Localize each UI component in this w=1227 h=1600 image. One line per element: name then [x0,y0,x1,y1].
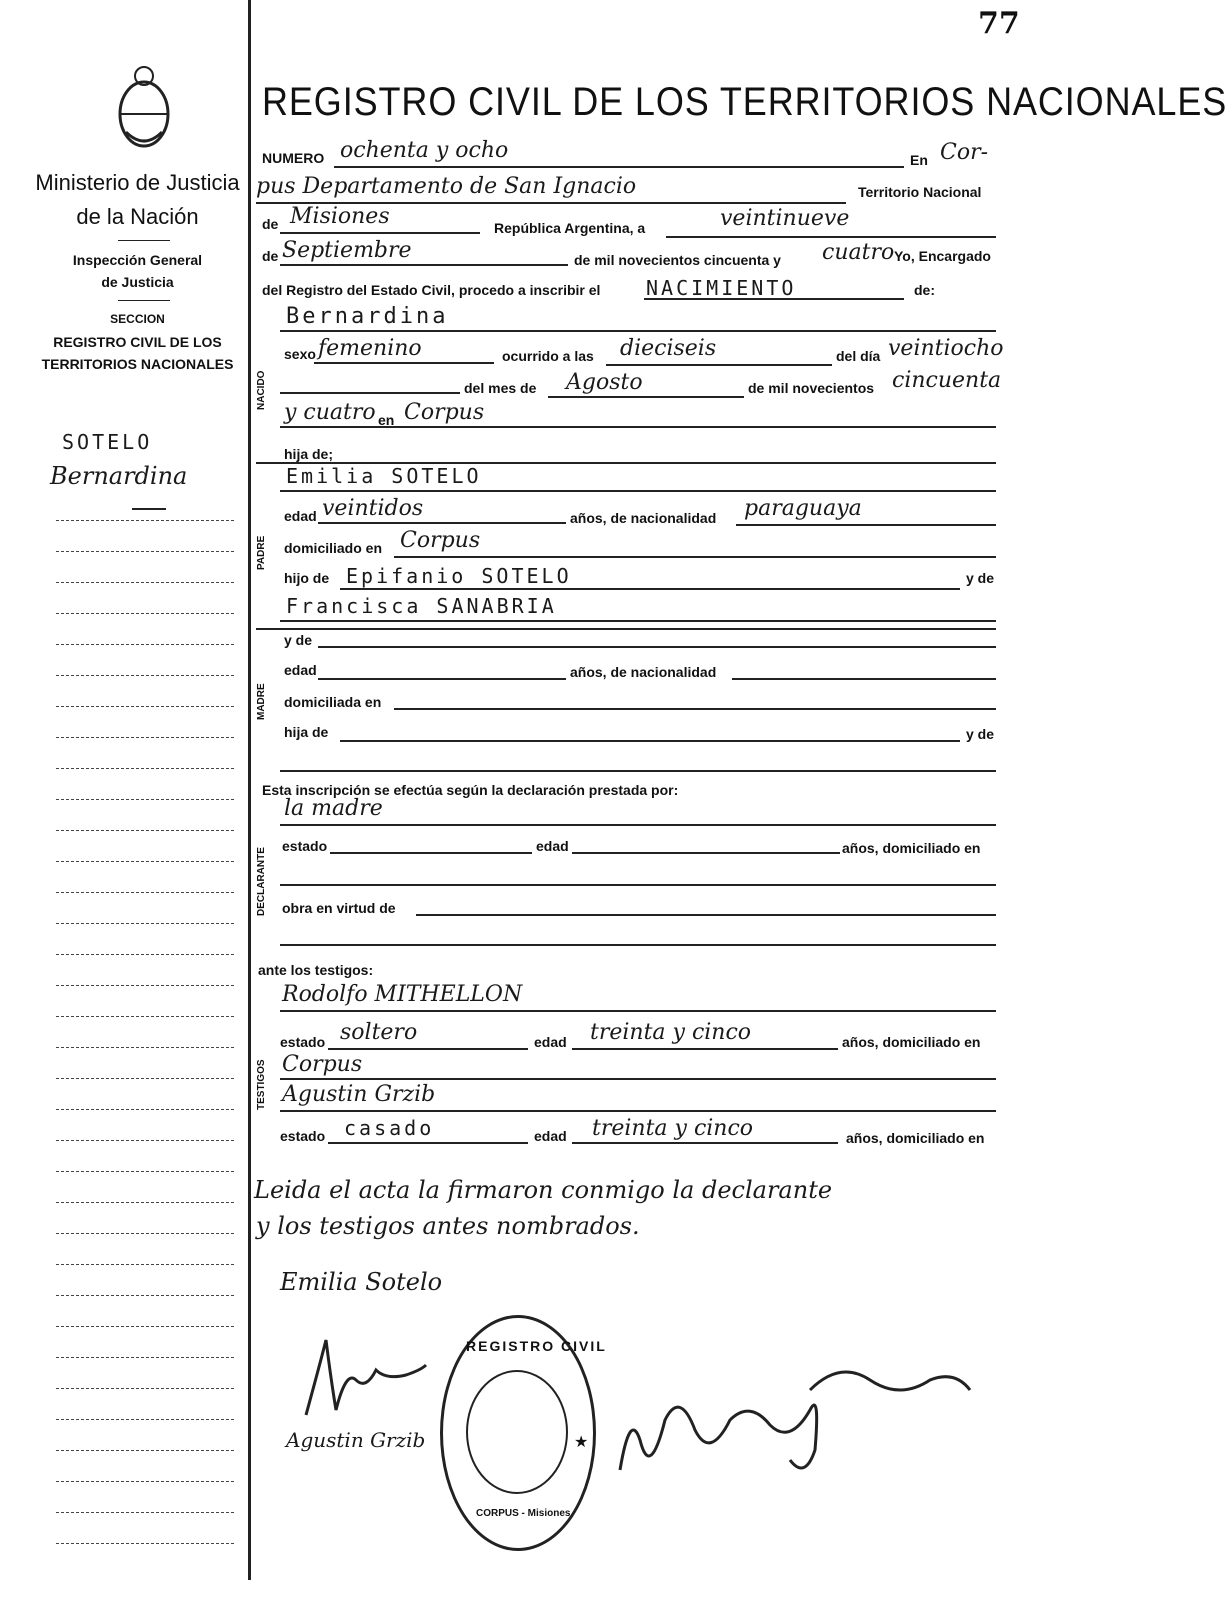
testigo2-edad-line [572,1142,838,1144]
section-line2: TERRITORIOS NACIONALES [41,356,234,372]
anos-nac2-label: años, de nacionalidad [570,664,717,680]
margin-ruled-line [56,1047,234,1048]
margin-ruled-line [56,1357,234,1358]
testigo1-nombre-line [280,1010,996,1012]
margin-ruled-line [56,954,234,955]
margin-ruled-line [56,1543,234,1544]
madre-madre-line [280,770,996,772]
margin-ruled-line [56,1078,234,1079]
margin-ruled-line [56,520,234,521]
padre-padre-line [340,588,960,590]
nombre-value: Bernardina [286,304,449,329]
margin-ruled-line [56,1388,234,1389]
delmes-label: del mes de [464,380,537,396]
margin-ruled-line [56,1109,234,1110]
lugar-line [280,426,996,428]
mes-nac-value: Agosto [566,370,643,395]
page-number: 77 [978,6,1020,41]
testigo2-nombre-line [280,1110,996,1112]
seal-top-text: REGISTRO CIVIL [466,1338,607,1354]
territorio-line [280,232,480,234]
testigo2-nombre-value: Agustin Grzib [282,1082,436,1107]
margin-ruled-line [56,861,234,862]
nacido-line [280,392,460,394]
registro-label: del Registro del Estado Civil, procedo a inscribir el [262,282,601,298]
testigos-label: ante los testigos: [258,962,374,978]
de2-label: de [262,248,279,264]
testigo1-edad-value: treinta y cinco [590,1020,752,1045]
block-separator [256,628,996,630]
edad3-label: edad [536,838,569,854]
given-name-value: Bernardina [50,462,188,490]
coat-of-arms-icon [112,62,176,152]
numero-label: NUMERO [262,150,325,166]
madre-dom-line [394,708,996,710]
padre-nombre-value: Emilia SOTELO [286,464,482,488]
anio-value: cuatro [822,240,895,265]
domiciliada-label: domiciliada en [284,694,382,710]
hora-line [606,364,832,366]
testigo2-estado-value: casado [344,1116,435,1140]
domiciliado-label: domiciliado en [284,540,383,556]
inspection-line2: de Justicia [101,274,174,290]
padre-dom-value: Corpus [400,528,481,553]
republica-label: República Argentina, a [494,220,646,236]
divider [118,240,170,241]
hijo-de-label: hijo de [284,570,330,586]
nombre-line [280,330,996,332]
territorio-label: Territorio Nacional [858,184,982,200]
star-icon: ★ [574,1434,589,1451]
seal-emblem [466,1370,568,1494]
margin-ruled-line [56,923,234,924]
testigo1-estado-value: soltero [340,1020,418,1045]
edad4-label: edad [534,1034,567,1050]
numero-line [334,166,904,168]
yde-label: y de [966,570,995,586]
margin-ruled-line [56,1016,234,1017]
margin-ruled-line [56,706,234,707]
place-value: pus Departamento de San Ignacio [256,174,637,199]
margin-ruled-line [56,1140,234,1141]
padre-dom-line [394,556,996,558]
closing-line2: y los testigos antes nombrados. [256,1212,640,1240]
mil-label: de mil novecientos cincuenta y [574,252,781,268]
yde2-label: y de [284,632,313,648]
margin-ruled-line [56,1450,234,1451]
de-label: de [262,216,279,232]
testigo1-edad-line [572,1048,838,1050]
madre-padre-line [340,740,960,742]
margin-ruled-line [56,1481,234,1482]
sexo-label: sexo [284,346,316,362]
section-label: SECCION [110,312,165,326]
obra-line [416,914,996,916]
declarante-estado-line [330,852,532,854]
testigo1-nombre-value: Rodolfo MITHELLON [282,982,523,1007]
anos-dom-label: años, domiciliado en [842,840,981,856]
padre-madre-line [280,620,996,622]
testigo1-dom-line [280,1078,996,1080]
declarante-side-label: DECLARANTE [256,847,267,916]
section-line1: REGISTRO CIVIL DE LOS [53,334,222,350]
ocurrido-label: ocurrido a las [502,348,594,364]
anos-dom2-label: años, domiciliado en [842,1034,981,1050]
de3-label: de: [914,282,935,298]
margin-ruled-line [56,1326,234,1327]
firma-declarante: Emilia Sotelo [280,1268,443,1296]
testigo2-edad-value: treinta y cinco [592,1116,754,1141]
deldia-label: del día [836,348,881,364]
hora-value: dieciseis [620,336,717,361]
dia-line [666,236,996,238]
divider [118,300,170,301]
territorio-value: Misiones [290,204,390,229]
edad-label: edad [284,508,317,524]
short-dash [132,508,166,510]
en-value: Cor- [940,140,989,165]
margin-ruled-line [56,892,234,893]
signature-icon [610,1350,980,1490]
padre-edad-value: veintidos [322,496,424,521]
margin-ruled-line [56,582,234,583]
yde3-label: y de [966,726,995,742]
acto-value: NACIMIENTO [646,276,797,300]
declarante-line [280,824,996,826]
signature-icon [296,1320,436,1430]
acto-line [644,298,904,300]
margin-ruled-line [56,675,234,676]
anio-nac-value: cincuenta [892,368,1002,393]
margin-ruled-line [56,1171,234,1172]
surname-value: SOTELO [62,430,153,454]
mes-nac-line [548,396,744,398]
dia-nac-value: veintiocho [888,336,1004,361]
padre-nac-line [736,524,996,526]
edad2-label: edad [284,662,317,678]
yo-label: Yo, Encargado [894,248,991,264]
madre-side-label: MADRE [256,683,267,720]
obra-line-2 [280,944,996,946]
padre-madre-value: Francisca SANABRIA [286,594,557,618]
obra-label: obra en virtud de [282,900,396,916]
ministry-line2: de la Nación [76,204,199,229]
mil2-label: de mil novecientos [748,380,875,396]
padre-nac-value: paraguaya [744,496,862,521]
lugar-value: Corpus [404,400,485,425]
testigo1-estado-line [328,1048,528,1050]
nacido-side-label: NACIDO [256,370,267,410]
madre-nombre-line [318,646,996,648]
en2-label: en [378,412,395,428]
estado-label: estado [282,838,328,854]
en-label: En [910,152,928,168]
margin-ruled-line [56,1295,234,1296]
estado2-label: estado [280,1034,326,1050]
padre-side-label: PADRE [256,535,267,570]
margin-ruled-line [56,1264,234,1265]
closing-line1: Leida el acta la firmaron conmigo la declarante [254,1176,833,1204]
dia-value: veintinueve [720,206,850,231]
declarante-edad-line [572,852,840,854]
margin-ruled-line [56,737,234,738]
margin-ruled-line [56,1233,234,1234]
testigos-side-label: TESTIGOS [256,1059,267,1110]
margin-ruled-line [56,551,234,552]
testigo1-dom-value: Corpus [282,1052,363,1077]
mes-value: Septiembre [282,238,412,263]
edad5-label: edad [534,1128,567,1144]
column-divider [248,0,251,1580]
margin-ruled-line [56,613,234,614]
page-title: REGISTRO CIVIL DE LOS TERRITORIOS NACIONALES [262,80,1227,124]
padre-nombre-line [280,490,996,492]
margin-ruled-line [56,1202,234,1203]
hija-label: hija de; [284,446,334,462]
margin-ruled-line [56,768,234,769]
padre-edad-line [318,522,566,524]
seal-bottom-text: CORPUS - Misiones [476,1508,571,1519]
declarante-dom-line [280,884,996,886]
padre-padre-value: Epifanio SOTELO [346,564,572,588]
numero-value: ochenta y ocho [340,138,509,163]
margin-ruled-line [56,985,234,986]
hija-de-label: hija de [284,724,329,740]
mes-line [280,264,568,266]
margin-ruled-line [56,1512,234,1513]
anos-nac-label: años, de nacionalidad [570,510,717,526]
declaracion-label: Esta inscripción se efectúa según la declaración prestada por: [262,782,679,798]
anos-dom3-label: años, domiciliado en [846,1130,985,1146]
testigo2-estado-line [328,1142,528,1144]
sexo-line [314,362,494,364]
madre-edad-line [318,678,566,680]
declarante-value: la madre [284,796,383,821]
ministry-line1: Ministerio de Justicia [35,170,240,195]
margin-ruled-line [56,830,234,831]
anio-nac-cont: y cuatro [284,400,376,425]
madre-nac-line [732,678,996,680]
inspection-line1: Inspección General [72,252,203,268]
estado3-label: estado [280,1128,326,1144]
margin-ruled-line [56,644,234,645]
margin-ruled-line [56,1419,234,1420]
sexo-value: femenino [318,336,422,361]
margin-ruled-line [56,799,234,800]
firma-testigo2: Agustin Grzib [286,1428,426,1452]
